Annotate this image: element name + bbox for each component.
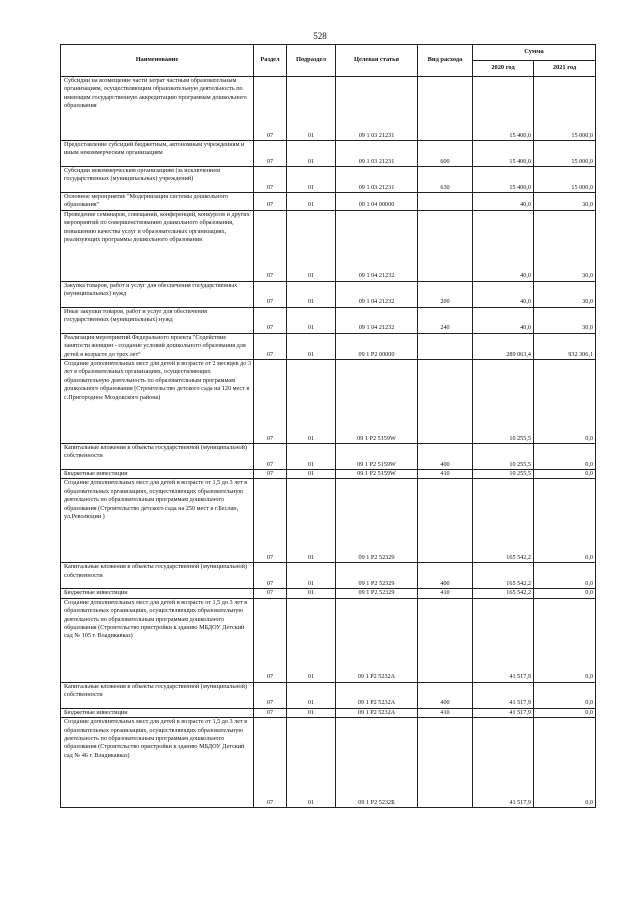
row-target-item: 09 1 P2 52329: [336, 479, 418, 563]
row-amount-2020: 40,0: [473, 193, 534, 211]
row-expense-type: 400: [418, 682, 473, 708]
row-section: 07: [254, 682, 287, 708]
row-subsection: 01: [287, 470, 336, 479]
row-name: Капитальные вложения в объекты государственной (муниципальной) собственности: [61, 563, 254, 589]
table-row: [61, 333, 596, 359]
header-year-2020: 2020 год: [473, 61, 534, 77]
budget-table: [60, 44, 596, 808]
table-row: [61, 470, 596, 479]
header-sum: Сумма: [473, 45, 596, 61]
row-section: 07: [254, 598, 287, 682]
table-body: [61, 77, 596, 808]
row-section: 07: [254, 479, 287, 563]
header-expense-type: Вид расхода: [418, 45, 473, 77]
row-subsection: 01: [287, 141, 336, 167]
row-name: Создание дополнительных мест для детей в возрасте от 1,5 до 3 лет в образовательных организациях, осуществляющих образовательную деятельность по образовательным программам дошкольного образования (Строительство детского сада на 250 мест в г.Беслан, ул.Революции ): [61, 479, 254, 563]
row-expense-type: 410: [418, 589, 473, 598]
row-expense-type: 630: [418, 167, 473, 193]
table-row: [61, 167, 596, 193]
row-amount-2020: 15 400,0: [473, 167, 534, 193]
row-target-item: 09 1 P2 00000: [336, 333, 418, 359]
row-amount-2020: 41 517,9: [473, 682, 534, 708]
row-section: 07: [254, 589, 287, 598]
row-expense-type: [418, 479, 473, 563]
row-amount-2021: 0,0: [534, 708, 596, 717]
row-section: 07: [254, 333, 287, 359]
row-amount-2020: 289 063,4: [473, 333, 534, 359]
row-name: Субсидии на возмещение части затрат частным образовательным организациям, осуществляющим образовательную деятельность по имеющим государственную аккредитацию программам дошкольного образования: [61, 77, 254, 141]
row-name: Бюджетные инвестиции: [61, 589, 254, 598]
row-subsection: 01: [287, 589, 336, 598]
row-section: 07: [254, 210, 287, 281]
table-row: [61, 708, 596, 717]
row-amount-2020: 165 542,2: [473, 479, 534, 563]
table-row: [61, 718, 596, 808]
table-row: [61, 598, 596, 682]
table-row: [61, 479, 596, 563]
row-expense-type: [418, 360, 473, 444]
header-section: Раздел: [254, 45, 287, 77]
row-amount-2020: 40,0: [473, 307, 534, 333]
row-section: 07: [254, 563, 287, 589]
row-subsection: 01: [287, 444, 336, 470]
row-amount-2021: 0,0: [534, 360, 596, 444]
row-amount-2020: 10 255,5: [473, 360, 534, 444]
row-amount-2021: 0,0: [534, 470, 596, 479]
row-subsection: 01: [287, 167, 336, 193]
row-amount-2021: 0,0: [534, 444, 596, 470]
page-number: 528: [313, 31, 327, 41]
row-expense-type: 410: [418, 708, 473, 717]
row-target-item: 09 1 P2 5159W: [336, 360, 418, 444]
row-target-item: 09 1 P2 5232A: [336, 598, 418, 682]
row-name: Проведение семинаров, совещаний, конференций, конкурсов и других мероприятий по совершенствованию дошкольного образования, повышению качества услуг в образовательных организациях, реализующих программы дошкольного образования: [61, 210, 254, 281]
row-amount-2020: 165 542,2: [473, 589, 534, 598]
row-amount-2021: 0,0: [534, 598, 596, 682]
row-section: 07: [254, 444, 287, 470]
row-name: Бюджетные инвестиции: [61, 470, 254, 479]
row-target-item: 09 1 P2 52329: [336, 563, 418, 589]
row-target-item: 09 1 04 21232: [336, 281, 418, 307]
row-target-item: 09 1 04 21232: [336, 210, 418, 281]
row-expense-type: 200: [418, 281, 473, 307]
row-amount-2020: 41 517,9: [473, 598, 534, 682]
row-target-item: 09 1 P2 5232A: [336, 682, 418, 708]
table-row: [61, 307, 596, 333]
table-row: [61, 141, 596, 167]
row-amount-2021: 0,0: [534, 682, 596, 708]
row-subsection: 01: [287, 718, 336, 808]
row-amount-2020: 15 400,0: [473, 77, 534, 141]
row-target-item: 09 1 04 00000: [336, 193, 418, 211]
row-amount-2021: 0,0: [534, 589, 596, 598]
row-amount-2021: 30,0: [534, 307, 596, 333]
row-section: 07: [254, 141, 287, 167]
row-expense-type: [418, 210, 473, 281]
row-name: Реализация мероприятий Федерального проекта "Содействие занятости женщин - создание условий дошкольного образования для детей в возрасте до трех лет": [61, 333, 254, 359]
row-amount-2021: 15 000,0: [534, 77, 596, 141]
row-target-item: 09 1 P2 5232Б: [336, 718, 418, 808]
row-target-item: 09 1 P2 5159W: [336, 444, 418, 470]
row-expense-type: [418, 718, 473, 808]
row-subsection: 01: [287, 360, 336, 444]
row-name: Основное мероприятие "Модернизация системы дошкольного образования": [61, 193, 254, 211]
row-subsection: 01: [287, 682, 336, 708]
row-subsection: 01: [287, 563, 336, 589]
row-target-item: 09 1 P2 52329: [336, 589, 418, 598]
row-amount-2021: 932 306,1: [534, 333, 596, 359]
row-section: 07: [254, 470, 287, 479]
row-section: 07: [254, 307, 287, 333]
table-row: [61, 193, 596, 211]
row-name: Бюджетные инвестиции: [61, 708, 254, 717]
row-expense-type: 240: [418, 307, 473, 333]
table-row: [61, 444, 596, 470]
row-target-item: 09 1 P2 5232A: [336, 708, 418, 717]
row-amount-2020: 10 255,5: [473, 470, 534, 479]
header-target-item: Целевая статья: [336, 45, 418, 77]
row-section: 07: [254, 167, 287, 193]
row-target-item: 09 1 04 21232: [336, 307, 418, 333]
header-year-2021: 2021 год: [534, 61, 596, 77]
row-amount-2021: 0,0: [534, 563, 596, 589]
row-expense-type: 410: [418, 470, 473, 479]
header-subsection: Подраздел: [287, 45, 336, 77]
row-subsection: 01: [287, 210, 336, 281]
row-expense-type: [418, 333, 473, 359]
row-section: 07: [254, 360, 287, 444]
row-subsection: 01: [287, 193, 336, 211]
row-name: Создание дополнительных мест для детей в возрасте от 1,5 до 3 лет в образовательных организациях, осуществляющих образовательную деятельность по образовательным программам дошкольного образования (Строительство пристройки к зданию МБДОУ Детский сад № 46 г. Владикавказ): [61, 718, 254, 808]
row-expense-type: 600: [418, 141, 473, 167]
row-subsection: 01: [287, 598, 336, 682]
row-amount-2020: 41 517,9: [473, 708, 534, 717]
row-amount-2021: 30,0: [534, 210, 596, 281]
row-amount-2021: 15 000,0: [534, 141, 596, 167]
row-amount-2021: 0,0: [534, 718, 596, 808]
row-amount-2020: 40,0: [473, 210, 534, 281]
table-row: [61, 682, 596, 708]
row-target-item: 09 1 03 21231: [336, 141, 418, 167]
row-amount-2020: 165 542,2: [473, 563, 534, 589]
row-target-item: 09 1 03 21231: [336, 167, 418, 193]
row-amount-2021: 15 000,0: [534, 167, 596, 193]
row-name: Создание дополнительных мест для детей в возрасте от 1,5 до 3 лет в образовательных организациях, осуществляющих образовательную деятельность по образовательным программам дошкольного образования (Строительство пристройки к зданию МБДОУ Детский сад № 105 г. Владикавказ): [61, 598, 254, 682]
row-amount-2020: 15 400,0: [473, 141, 534, 167]
row-name: Закупка товаров, работ и услуг для обеспечения государственных (муниципальных) нужд: [61, 281, 254, 307]
row-section: 07: [254, 708, 287, 717]
row-amount-2021: 30,0: [534, 281, 596, 307]
row-amount-2020: 41 517,9: [473, 718, 534, 808]
row-amount-2020: 40,0: [473, 281, 534, 307]
row-subsection: 01: [287, 479, 336, 563]
row-name: Иные закупки товаров, работ и услуг для обеспечения государственных (муниципальных) нужд: [61, 307, 254, 333]
row-name: Предоставление субсидий бюджетным, автономным учреждениям и иным некоммерческим организациям: [61, 141, 254, 167]
row-amount-2020: 10 255,5: [473, 444, 534, 470]
row-name: Капитальные вложения в объекты государственной (муниципальной) собственности: [61, 682, 254, 708]
row-name: Создание дополнительных мест для детей в возрасте от 2 месяцев до 3 лет в образовательных организациях, осуществляющих образовательную деятельность по образовательным программам дошкольного образования (Строительство детского сада на 120 мест в с.Пригородное Моздокского района): [61, 360, 254, 444]
row-expense-type: [418, 77, 473, 141]
row-target-item: 09 1 P2 5159W: [336, 470, 418, 479]
header-name: Наименование: [61, 45, 254, 77]
row-expense-type: 400: [418, 563, 473, 589]
row-subsection: 01: [287, 77, 336, 141]
table-row: [61, 77, 596, 141]
row-section: 07: [254, 281, 287, 307]
row-subsection: 01: [287, 333, 336, 359]
table-row: [61, 589, 596, 598]
row-amount-2021: 0,0: [534, 479, 596, 563]
row-subsection: 01: [287, 708, 336, 717]
row-subsection: 01: [287, 307, 336, 333]
row-subsection: 01: [287, 281, 336, 307]
row-section: 07: [254, 193, 287, 211]
table-row: [61, 563, 596, 589]
row-expense-type: 400: [418, 444, 473, 470]
row-amount-2021: 30,0: [534, 193, 596, 211]
row-section: 07: [254, 718, 287, 808]
row-section: 07: [254, 77, 287, 141]
table-row: [61, 210, 596, 281]
row-target-item: 09 1 03 21231: [336, 77, 418, 141]
row-name: Капитальные вложения в объекты государственной (муниципальной) собственности: [61, 444, 254, 470]
row-expense-type: [418, 193, 473, 211]
table-row: [61, 360, 596, 444]
table-row: [61, 281, 596, 307]
row-expense-type: [418, 598, 473, 682]
row-name: Субсидии некоммерческим организациям (за исключением государственных (муниципальных) учреждений): [61, 167, 254, 193]
